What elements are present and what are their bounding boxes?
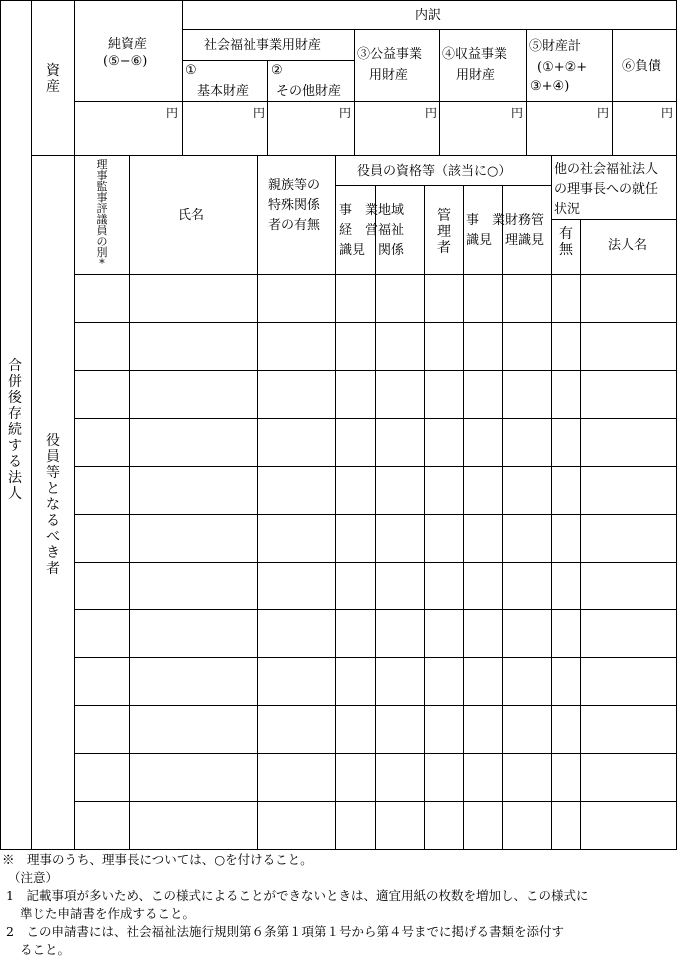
- officer-row-divider: [74, 753, 677, 754]
- merged-corporation-label: 合併後存続する法人: [8, 358, 22, 502]
- asterisk-note: ※ 理事のうち、理事長については、○を付けること。: [2, 852, 313, 867]
- yen-unit: 円: [166, 106, 179, 120]
- yen-unit: 円: [511, 106, 524, 120]
- net-assets-label: 純資産: [108, 37, 148, 52]
- officer-row-divider: [74, 657, 677, 658]
- qual-business-insight-2: 識見: [466, 233, 493, 248]
- public-interest-assets-label: ③公益事業: [357, 47, 423, 62]
- officer-row-divider: [74, 609, 677, 610]
- other-chair-header-2: の理事長への就任: [554, 182, 659, 197]
- name-header: 氏名: [178, 208, 205, 223]
- note-1: 1 記載事項が多いため、この様式によることができないときは、適宜用紙の枚数を増加し、この様式に: [6, 888, 589, 903]
- social-welfare-assets-label: 社会福祉事業用財産: [204, 38, 322, 53]
- officer-row-divider: [74, 418, 677, 419]
- qual-regional-3: 関係: [378, 243, 405, 258]
- basic-assets-number: ①: [185, 63, 197, 78]
- officers-section-label: 役員等となるべき者: [46, 433, 60, 577]
- officer-row-divider: [74, 370, 677, 371]
- caution-title: （注意）: [8, 870, 59, 885]
- total-assets-formula: (①+②+: [537, 60, 588, 75]
- assets-section-label: 資産: [46, 63, 60, 95]
- qual-business-insight: 事 業: [466, 213, 506, 228]
- profit-assets-label-2: 用財産: [456, 68, 496, 83]
- yen-unit: 円: [425, 106, 438, 120]
- qual-finance-2: 理識見: [505, 233, 545, 248]
- officer-row-divider: [74, 322, 677, 323]
- officer-row-divider: [74, 705, 677, 706]
- officer-row-divider: [74, 801, 677, 802]
- qual-regional-2: 福祉: [378, 223, 405, 238]
- liabilities-label: ⑥負債: [622, 59, 662, 74]
- qualification-header: 役員の資格等（該当に○）: [357, 164, 512, 179]
- other-assets-number: ②: [271, 63, 283, 78]
- role-asterisk: *: [99, 257, 105, 270]
- total-assets-label: ⑤財産計: [529, 39, 582, 54]
- qual-finance: 財務管: [505, 213, 545, 228]
- officer-row-divider: [74, 514, 677, 515]
- other-chair-yesno: 有無: [559, 226, 573, 258]
- qual-business-mgmt-3: 識見: [339, 243, 366, 258]
- other-chair-corp-name: 法人名: [608, 238, 648, 253]
- officer-row-divider: [74, 562, 677, 563]
- qual-business-mgmt-2: 経 営: [339, 223, 379, 238]
- qual-business-mgmt: 事 業: [339, 203, 379, 218]
- role-header: 理事監事評議員の別: [96, 158, 108, 259]
- qual-regional: 地域: [378, 203, 405, 218]
- officer-row-divider: [74, 466, 677, 467]
- other-chair-header: 他の社会福祉法人: [554, 162, 659, 177]
- yen-unit: 円: [253, 106, 266, 120]
- other-assets-label: その他財産: [276, 84, 342, 99]
- yen-unit: 円: [661, 106, 674, 120]
- profit-assets-label: ④収益事業: [442, 47, 508, 62]
- public-interest-assets-label-2: 用財産: [369, 68, 409, 83]
- relatives-header-2: 特殊関係: [268, 198, 321, 213]
- basic-assets-label: 基本財産: [197, 84, 250, 99]
- yen-unit: 円: [339, 106, 352, 120]
- yen-unit: 円: [597, 106, 610, 120]
- note-1-continuation: 準じた申請書を作成すること。: [20, 906, 196, 921]
- notes-section: [0, 851, 677, 959]
- total-assets-formula-2: ③+④): [530, 79, 570, 94]
- other-chair-header-3: 状況: [554, 202, 581, 217]
- qual-manager: 管理者: [437, 208, 451, 256]
- note-2-continuation: ること。: [20, 942, 71, 957]
- net-assets-formula: (⑤−⑥): [103, 54, 148, 69]
- relatives-header-3: 者の有無: [268, 218, 321, 233]
- note-2: 2 この申請書には、社会福祉法施行規則第６条第１項第１号から第４号までに掲げる書類を添付す: [6, 924, 564, 939]
- relatives-header: 親族等の: [268, 178, 321, 193]
- breakdown-label: 内訳: [415, 8, 442, 23]
